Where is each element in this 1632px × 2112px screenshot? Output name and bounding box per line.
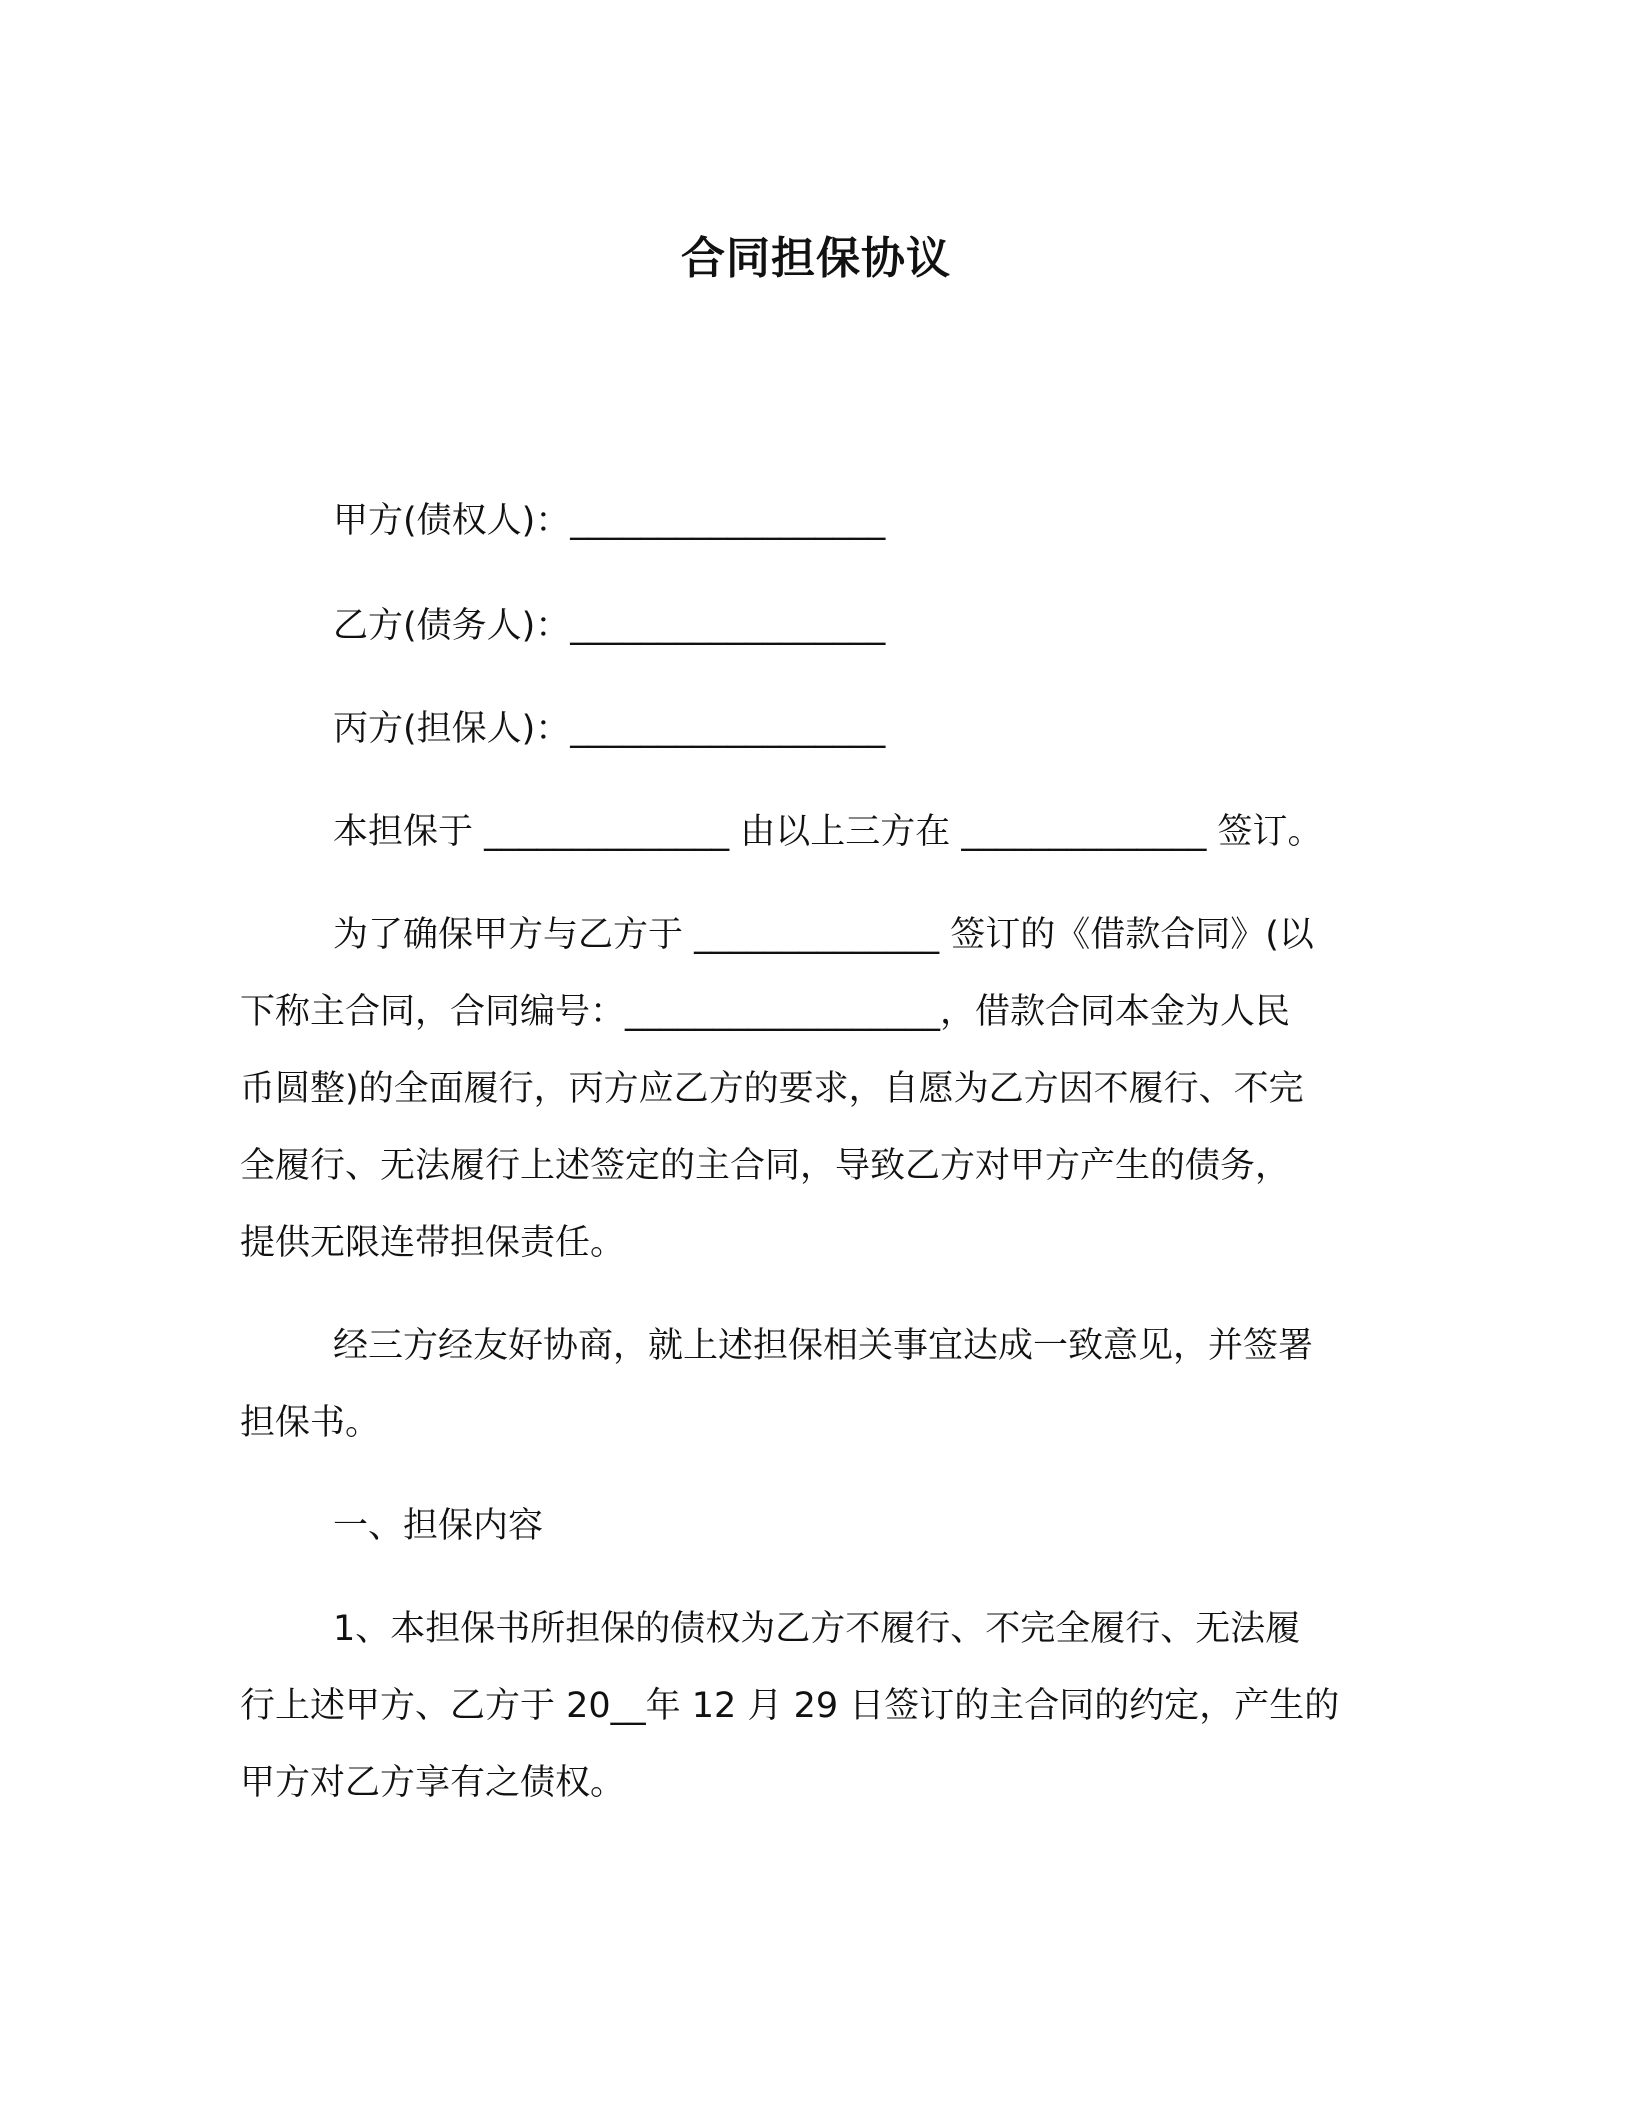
clause-1-line: 1、本担保书所担保的债权为乙方不履行、不完全履行、无法履 xyxy=(333,1609,1301,1649)
paragraph-2-line: 担保书。 xyxy=(240,1403,381,1443)
party-c-line: 丙方(担保人)：__________________ xyxy=(333,709,886,749)
party-a-line: 甲方(债权人)：__________________ xyxy=(333,501,886,541)
clause-1-line: 行上述甲方、乙方于 20__年 12 月 29 日签订的主合同的约定，产生的 xyxy=(240,1686,1340,1726)
paragraph-1-line: 币圆整)的全面履行，丙方应乙方的要求，自愿为乙方因不履行、不完 xyxy=(240,1069,1304,1109)
paragraph-1-line: 下称主合同，合同编号：__________________，借款合同本金为人民 xyxy=(240,992,1291,1032)
paragraph-2-line: 经三方经友好协商，就上述担保相关事宜达成一致意见，并签署 xyxy=(333,1326,1314,1366)
paragraph-1-line: 全履行、无法履行上述签定的主合同，导致乙方对甲方产生的债务， xyxy=(240,1146,1291,1186)
signing-line: 本担保于 ______________ 由以上三方在 ______________ 签订。 xyxy=(333,812,1323,852)
document-title: 合同担保协议 xyxy=(681,233,951,284)
party-b-line: 乙方(债务人)：__________________ xyxy=(333,606,886,646)
clause-1-line: 甲方对乙方享有之债权。 xyxy=(240,1763,626,1803)
paragraph-1-line: 为了确保甲方与乙方于 ______________ 签订的《借款合同》(以 xyxy=(333,915,1314,955)
paragraph-1-line: 提供无限连带担保责任。 xyxy=(240,1223,626,1263)
section-heading: 一、担保内容 xyxy=(333,1506,544,1546)
